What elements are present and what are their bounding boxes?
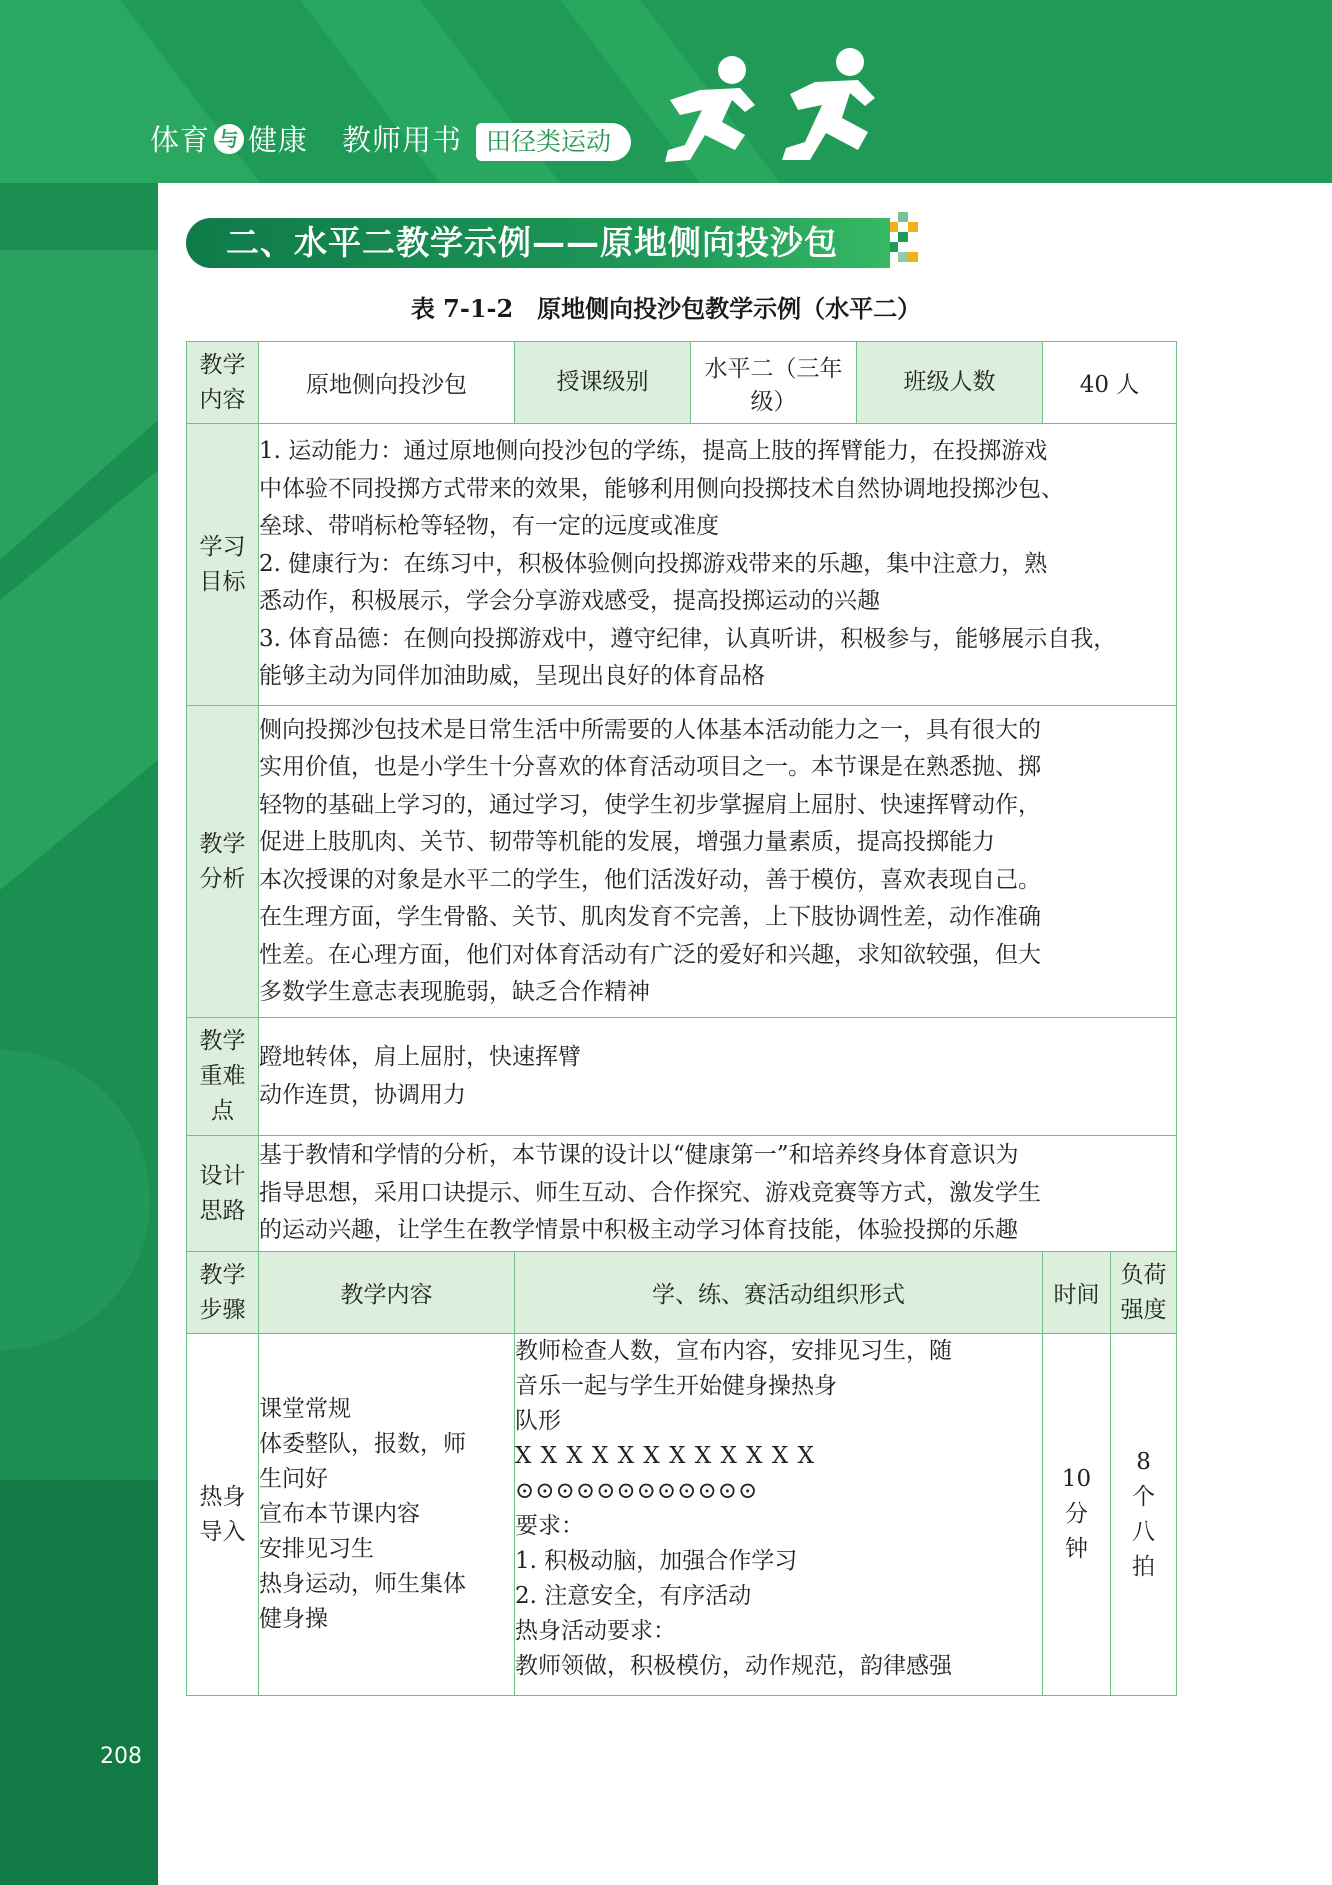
chapter-tag: 田径类运动 [476, 123, 631, 161]
label-design: 设计 思路 [187, 1136, 259, 1252]
label-grade: 授课级别 [515, 342, 691, 424]
table-row-steps-header [187, 1252, 1177, 1334]
table-row-key-points [187, 1018, 1177, 1136]
label-teaching-content: 教学 内容 [187, 342, 259, 424]
book-title-yu-badge: 与 [214, 124, 244, 154]
page-number: 208 [100, 1744, 142, 1769]
label-steps: 教学 步骤 [187, 1252, 259, 1334]
table-row-analysis [187, 706, 1177, 1018]
left-bottom-band [0, 1480, 158, 1885]
table-row-objectives [187, 424, 1177, 706]
warmup-content: 课堂常规 体委整队，报数，师 生问好 宣布本节课内容 安排见习生 热身运动，师生集体 健身操 [259, 1334, 515, 1696]
book-title-part-a: 体育 [150, 123, 211, 157]
table-row-design [187, 1136, 1177, 1252]
table-caption: 表 7-1-2 原地侧向投沙包教学示例（水平二） [410, 294, 922, 323]
label-class-size: 班级人数 [857, 342, 1043, 424]
header-content: 教学内容 [259, 1252, 515, 1334]
value-teaching-content: 原地侧向投沙包 [259, 342, 515, 424]
formation-row-circles: ⊙⊙⊙⊙⊙⊙⊙⊙⊙⊙⊙⊙ [515, 1478, 759, 1504]
analysis-text: 侧向投掷沙包技术是日常生活中所需要的人体基本活动能力之一，具有很大的 实用价值，也是小学生十分喜欢的体育活动项目之一。本节课是在熟悉抛、掷 轻物的基础上学习的，通过学习，使学生初步掌握肩上屈肘、快速挥臂动作， 促进上肢肌肉、关节、韧带等机能的发展，增强力量素质，提高投掷能力 本次授课的对象是水平二的学生，他们活泼好动，善于模仿，喜欢表现自己。 在生理方面，学生骨骼、关节、肌肉发育不完善，上下肢协调性差，动作准确 性差。在心理方面，他们对体育活动有广泛的爱好和兴趣，求知欲较强，但大 多数学生意志表现脆弱，缺乏合作精神 [259, 706, 1177, 1018]
header-load: 负荷 强度 [1111, 1252, 1177, 1334]
label-key-points: 教学 重难 点 [187, 1018, 259, 1136]
label-analysis: 教学 分析 [187, 706, 259, 1018]
label-objectives: 学习 目标 [187, 424, 259, 706]
label-warmup: 热身 导入 [187, 1334, 259, 1696]
table-row-content [187, 342, 1177, 424]
value-grade: 水平二（三年级） [691, 342, 857, 424]
table-row-warmup [187, 1334, 1177, 1696]
key-points-text: 蹬地转体，肩上屈肘，快速挥臂 动作连贯，协调用力 [259, 1018, 1177, 1136]
warmup-load: 8 个 八 拍 [1111, 1334, 1177, 1696]
formation-row-x: X X X X X X X X X X X X [515, 1443, 815, 1469]
lesson-plan-table [186, 341, 1177, 1696]
objectives-text: 1. 运动能力：通过原地侧向投沙包的学练，提高上肢的挥臂能力，在投掷游戏 中体验不同投掷方式带来的效果，能够利用侧向投掷技术自然协调地投掷沙包、 垒球、带哨标枪等轻物，有一定的远度或准度 2. 健康行为：在练习中，积极体验侧向投掷游戏带来的乐趣，集中注意力，熟 悉动作，积极展示，学会分享游戏感受，提高投掷运动的兴趣 3. 体育品德：在侧向投掷游戏中，遵守纪律，认真听讲，积极参与，能够展示自我， 能够主动为同伴加油助威，呈现出良好的体育品格 [259, 424, 1177, 706]
book-title-part-b: 健康 [248, 123, 309, 157]
design-text: 基于教情和学情的分析，本节课的设计以“健康第一”和培养终身体育意识为 指导思想，采用口诀提示、师生互动、合作探究、游戏竞赛等方式，激发学生 的运动兴趣，让学生在教学情景中积极主动学习体育技能，体验投掷的乐趣 [259, 1136, 1177, 1252]
book-title [150, 118, 462, 159]
book-subtitle: 教师用书 [342, 123, 463, 157]
section-title: 二、水平二教学示例——原地侧向投沙包 [226, 223, 838, 262]
header-time: 时间 [1043, 1252, 1111, 1334]
warmup-time: 10 分 钟 [1043, 1334, 1111, 1696]
header-activity: 学、练、赛活动组织形式 [515, 1252, 1043, 1334]
warmup-activity: 教师检查人数，宣布内容，安排见习生，随 音乐一起与学生开始健身操热身 队形 X X X X X X X X X X X X ⊙⊙⊙⊙⊙⊙⊙⊙⊙⊙⊙⊙ 要求： 1. 积极动脑，加强合作学习 2. 注意安全，有序活动 热身活动要求： 教师领做，积极模仿，动作规范，韵律感强 [515, 1334, 1043, 1696]
value-class-size: 40 人 [1043, 342, 1177, 424]
